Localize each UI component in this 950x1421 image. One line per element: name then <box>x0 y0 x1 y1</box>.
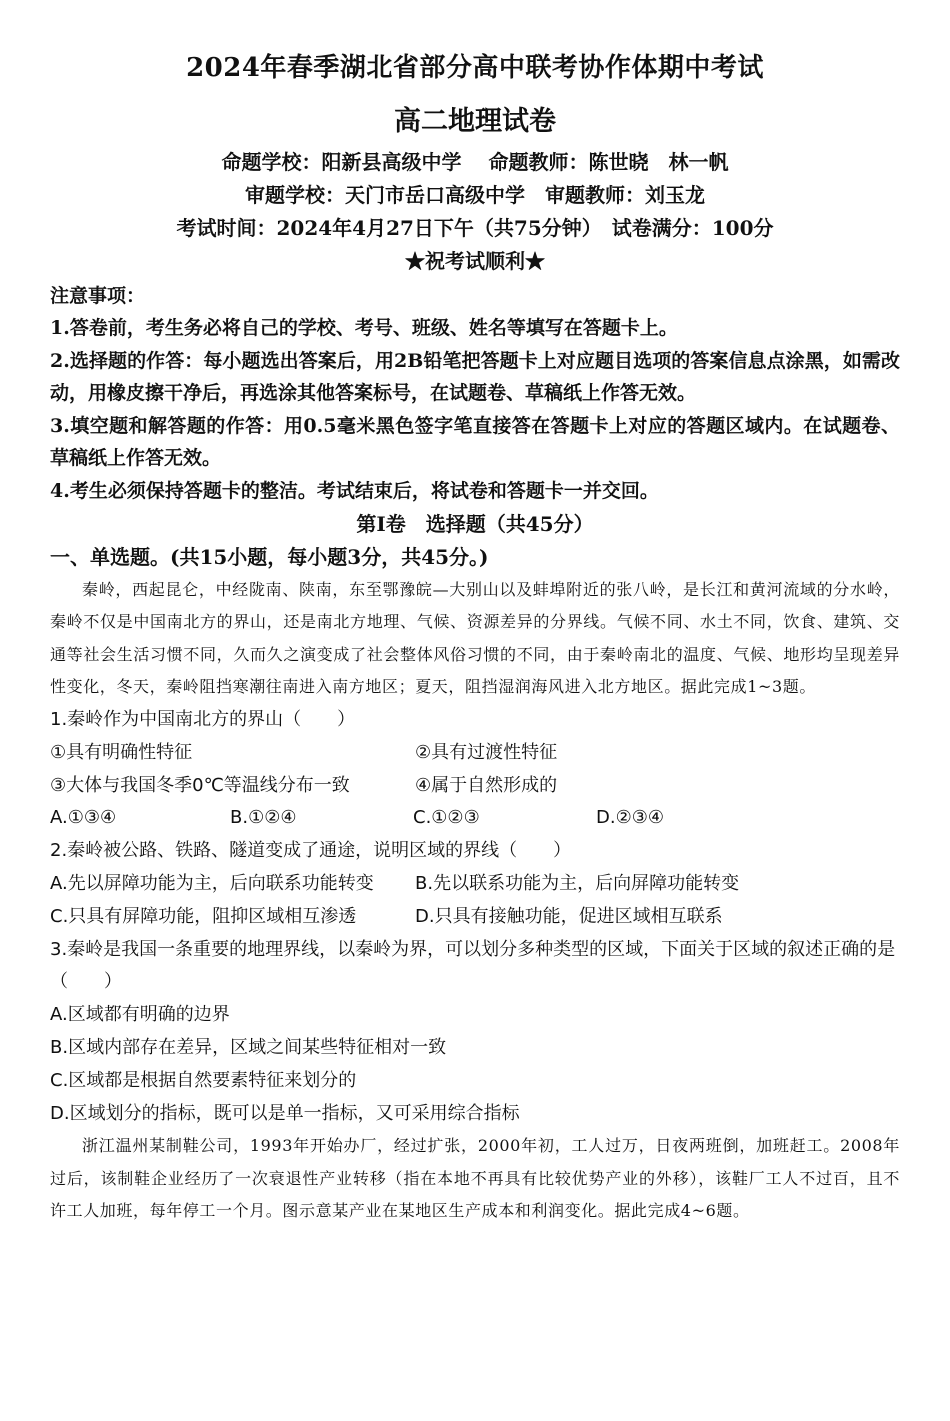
option-row <box>50 868 900 901</box>
statement: ③大体与我国冬季0℃等温线分布一致 <box>50 774 350 796</box>
exam-title: 2024年春季湖北省部分高中联考协作体期中考试 <box>186 53 764 83</box>
option-c: C.①②③ <box>413 807 480 829</box>
option-row <box>50 901 900 934</box>
notice-list <box>50 312 900 508</box>
option-a: A.①③④ <box>50 807 117 829</box>
good-luck-line: ★祝考试顺利★ <box>405 249 545 273</box>
option-row <box>50 802 900 835</box>
question-stem: 1.秦岭作为中国南北方的界山（ ） <box>50 708 356 730</box>
section-heading: 一、单选题。(共15小题，每小题3分，共45分。) <box>50 544 489 569</box>
statement: ①具有明确性特征 <box>50 741 193 763</box>
proposer-line: 命题学校：阳新县高级中学 命题教师：陈世晓 林一帆 <box>221 150 729 174</box>
reading-passage: 浙江温州某制鞋公司，1993年开始办厂，经过扩张，2000年初，工人过万，日夜两班倒，加班赶工。2008年过后，该制鞋企业经历了一次衰退性产业转移（指在本地不再具有比较优势产业的外移），该鞋厂工人不过百，且不许工人加班，每年停工一个月。图示意某产业在某地区生产成本和利润变化。据此完成4~6题。 <box>50 1136 900 1221</box>
option-d: D.只具有接触功能，促进区域相互联系 <box>415 905 723 927</box>
question-2 <box>50 835 900 933</box>
exam-subtitle: 高二地理试卷 <box>394 106 556 137</box>
reading-passage: 秦岭，西起昆仑，中经陇南、陕南，东至鄂豫皖—大别山以及蚌埠附近的张八岭，是长江和黄河流域的分水岭，秦岭不仅是中国南北方的界山，还是南北方地理、气候、资源差异的分界线。气候不同、水土不同，饮食、建筑、交通等社会生活习惯不同，久而久之演变成了社会整体风俗习惯的不同，由于秦岭南北的温度、气候、地形均呈现差异性变化，冬天，秦岭阻挡寒潮往南进入南方地区；夏天，阻挡湿润海风进入北方地区。据此完成1~3题。 <box>50 579 900 697</box>
option-b: B.①②④ <box>230 807 297 829</box>
option-c: C.区域都是根据自然要素特征来划分的 <box>50 1069 357 1091</box>
notice-item: 4.考生必须保持答题卡的整洁。考试结束后，将试卷和答题卡一并交回。 <box>50 479 659 502</box>
question-stem: 3.秦岭是我国一条重要的地理界线，以秦岭为界，可以划分多种类型的区域，下面关于区域的叙述正确的是（ ） <box>50 938 896 993</box>
reviewer-line: 审题学校：天门市岳口高级中学 审题教师：刘玉龙 <box>245 183 705 207</box>
exam-page <box>50 48 900 1228</box>
option-b: B.区域内部存在差异，区域之间某些特征相对一致 <box>50 1036 447 1058</box>
notice-item: 2.选择题的作答：每小题选出答案后，用2B铅笔把答题卡上对应题目选项的答案信息点涂黑，如需改动，用橡皮擦干净后，再选涂其他答案标号，在试题卷、草稿纸上作答无效。 <box>50 349 900 405</box>
notice-item: 1.答卷前，考生务必将自己的学校、考号、班级、姓名等填写在答题卡上。 <box>50 317 678 339</box>
question-1 <box>50 704 900 835</box>
option-c: C.只具有屏障功能，阻抑区域相互渗透 <box>50 905 357 927</box>
statement-row <box>50 737 900 770</box>
option-a: A.区域都有明确的边界 <box>50 1004 230 1026</box>
option-d: D.②③④ <box>596 807 664 829</box>
notice-item: 3.填空题和解答题的作答：用0.5毫米黑色签字笔直接答在答题卡上对应的答题区域内。在试题卷、草稿纸上作答无效。 <box>50 414 900 470</box>
part-heading: 第Ⅰ卷 选择题（共45分） <box>356 511 594 536</box>
exam-info-line: 考试时间：2024年4月27日下午（共75分钟） 试卷满分：100分 <box>176 216 774 240</box>
statement-row <box>50 770 900 803</box>
notice-heading: 注意事项： <box>50 285 146 307</box>
option-b: B.先以联系功能为主，后向屏障功能转变 <box>415 872 740 894</box>
statement: ②具有过渡性特征 <box>415 741 558 763</box>
question-stem: 2.秦岭被公路、铁路、隧道变成了通途，说明区域的界线（ ） <box>50 840 572 862</box>
option-a: A.先以屏障功能为主，后向联系功能转变 <box>50 872 374 894</box>
option-d: D.区域划分的指标，既可以是单一指标，又可采用综合指标 <box>50 1102 520 1124</box>
question-3 <box>50 934 900 1131</box>
statement: ④属于自然形成的 <box>415 774 558 796</box>
